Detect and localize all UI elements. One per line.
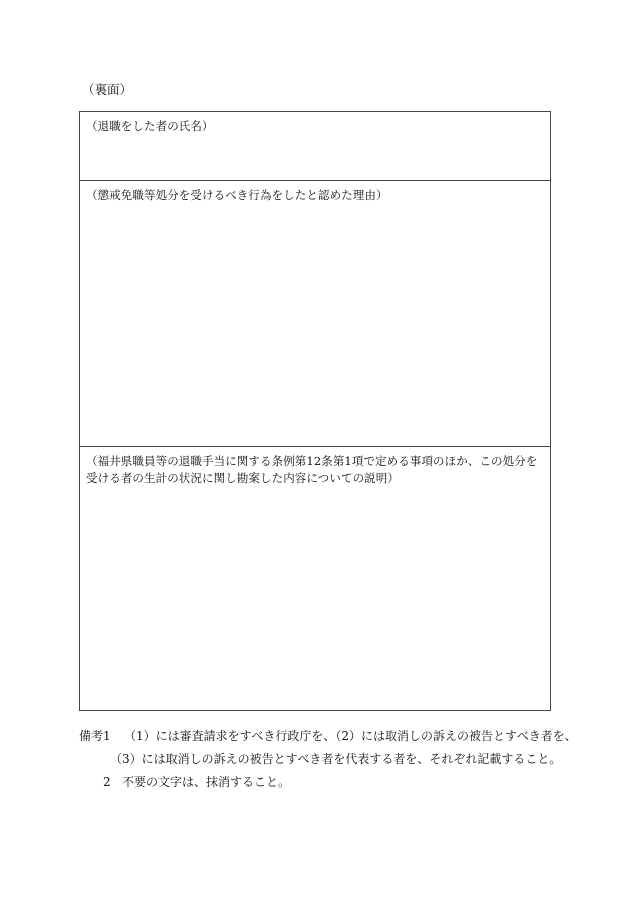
note-1 — [79, 725, 577, 748]
retiree-name-field[interactable] — [86, 140, 544, 174]
note-1-line-1: （1）には審査請求をすべき行政庁を、（2）には取消しの訴えの被告とすべき者を、 — [124, 729, 577, 743]
notes — [79, 725, 577, 794]
note-2-number: 2 — [103, 775, 111, 789]
reason-section — [80, 180, 550, 446]
explanation-field[interactable] — [86, 493, 544, 705]
retiree-name-label: （退職をした者の氏名） — [86, 119, 214, 133]
explanation-label: （福井県職員等の退職手当に関する条例第12条第1項で定める事項のほか、この処分を受ける者の生計の状況に関し勘案した内容についての説明） — [86, 454, 538, 485]
reason-label: （懲戒免職等処分を受けるべき行為をしたと認めた理由） — [86, 188, 388, 202]
note-2-text: 不要の文字は、抹消すること。 — [122, 775, 291, 789]
notes-head: 備考1 — [79, 729, 111, 743]
reason-field[interactable] — [86, 211, 544, 440]
note-1-continued — [79, 748, 577, 771]
note-2 — [79, 771, 577, 794]
page-heading: （裏面） — [82, 82, 133, 97]
retiree-name-section — [80, 112, 550, 180]
note-1-line-2: （3）には取消しの訴えの被告とすべき者を代表する者を、それぞれ記載すること。 — [110, 752, 562, 766]
form-table — [79, 111, 551, 711]
explanation-section — [80, 446, 550, 711]
